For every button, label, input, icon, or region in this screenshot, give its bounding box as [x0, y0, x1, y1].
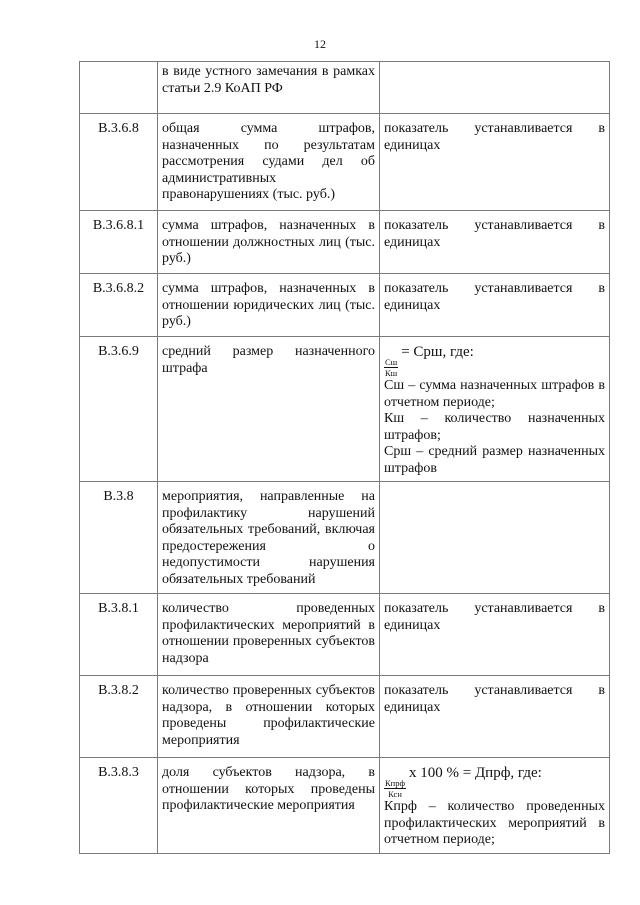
formula-cell: [380, 758, 610, 854]
row-code: В.3.6.8.2: [80, 274, 158, 337]
row-note: показатель устанавливается в единицах: [380, 114, 610, 211]
fraction-numerator: Сш: [385, 357, 398, 367]
table-row: [80, 211, 610, 274]
row-note: [380, 482, 610, 594]
formula-cell: [380, 337, 610, 482]
formula-fraction: [384, 778, 406, 799]
row-description: мероприятия, направленные на профилактику нарушений обязательных требований, включая предостережения о недопустимости нарушения обязательных требований: [158, 482, 380, 594]
row-note: показатель устанавливается в единицах: [380, 211, 610, 274]
formula-legend-item: Срш – средний размер назначенных штрафов: [384, 444, 605, 476]
row-description: сумма штрафов, назначенных в отношении юридических лиц (тыс. руб.): [158, 274, 380, 337]
table-row: [80, 274, 610, 337]
row-note: [380, 62, 610, 114]
row-description: общая сумма штрафов, назначенных по результатам рассмотрения судами дел об административных правонарушениях (тыс. руб.): [158, 114, 380, 211]
row-code: В.3.6.8.1: [80, 211, 158, 274]
indicators-table: [79, 61, 610, 854]
fraction-denominator: Ксн: [388, 789, 402, 799]
row-code: В.3.6.8: [80, 114, 158, 211]
page-number: 12: [314, 37, 326, 51]
table-row: [80, 62, 610, 114]
row-code: В.3.8.2: [80, 676, 158, 758]
row-note: показатель устанавливается в единицах: [380, 274, 610, 337]
fraction-numerator: Кпрф: [385, 778, 405, 788]
row-description: количество проверенных субъектов надзора, в отношении которых проведены профилактические мероприятия: [158, 676, 380, 758]
row-code: В.3.8.1: [80, 594, 158, 676]
formula: [384, 765, 605, 799]
row-code: В.3.6.9: [80, 337, 158, 482]
row-code: В.3.8.3: [80, 758, 158, 854]
row-note: показатель устанавливается в единицах: [380, 594, 610, 676]
table-row: [80, 758, 610, 854]
formula-legend-item: Сш – сумма назначенных штрафов в отчетном периоде;: [384, 378, 605, 410]
fraction-denominator: Кш: [385, 368, 398, 378]
table-row: [80, 482, 610, 594]
row-description: количество проведенных профилактических мероприятий в отношении проверенных субъектов надзора: [158, 594, 380, 676]
table-row: [80, 594, 610, 676]
formula-result: x 100 % = Дпрф, где:: [408, 765, 542, 781]
formula-legend-item: Кпрф – количество проведенных профилактических мероприятий в отчетном периоде;: [384, 799, 605, 847]
table-row: [80, 676, 610, 758]
table-row: [80, 114, 610, 211]
row-description: средний размер назначенного штрафа: [158, 337, 380, 482]
row-note: показатель устанавливается в единицах: [380, 676, 610, 758]
table-row: [80, 337, 610, 482]
row-description: сумма штрафов, назначенных в отношении должностных лиц (тыс. руб.): [158, 211, 380, 274]
formula-fraction: [384, 357, 398, 378]
row-description: в виде устного замечания в рамках статьи 2.9 КоАП РФ: [158, 62, 380, 114]
formula: [384, 344, 605, 378]
row-code: [80, 62, 158, 114]
row-description: доля субъектов надзора, в отношении которых проведены профилактические мероприятия: [158, 758, 380, 854]
formula-legend-item: Кш – количество назначенных штрафов;: [384, 411, 605, 443]
formula-result: = Срш, где:: [401, 344, 474, 360]
row-code: В.3.8: [80, 482, 158, 594]
